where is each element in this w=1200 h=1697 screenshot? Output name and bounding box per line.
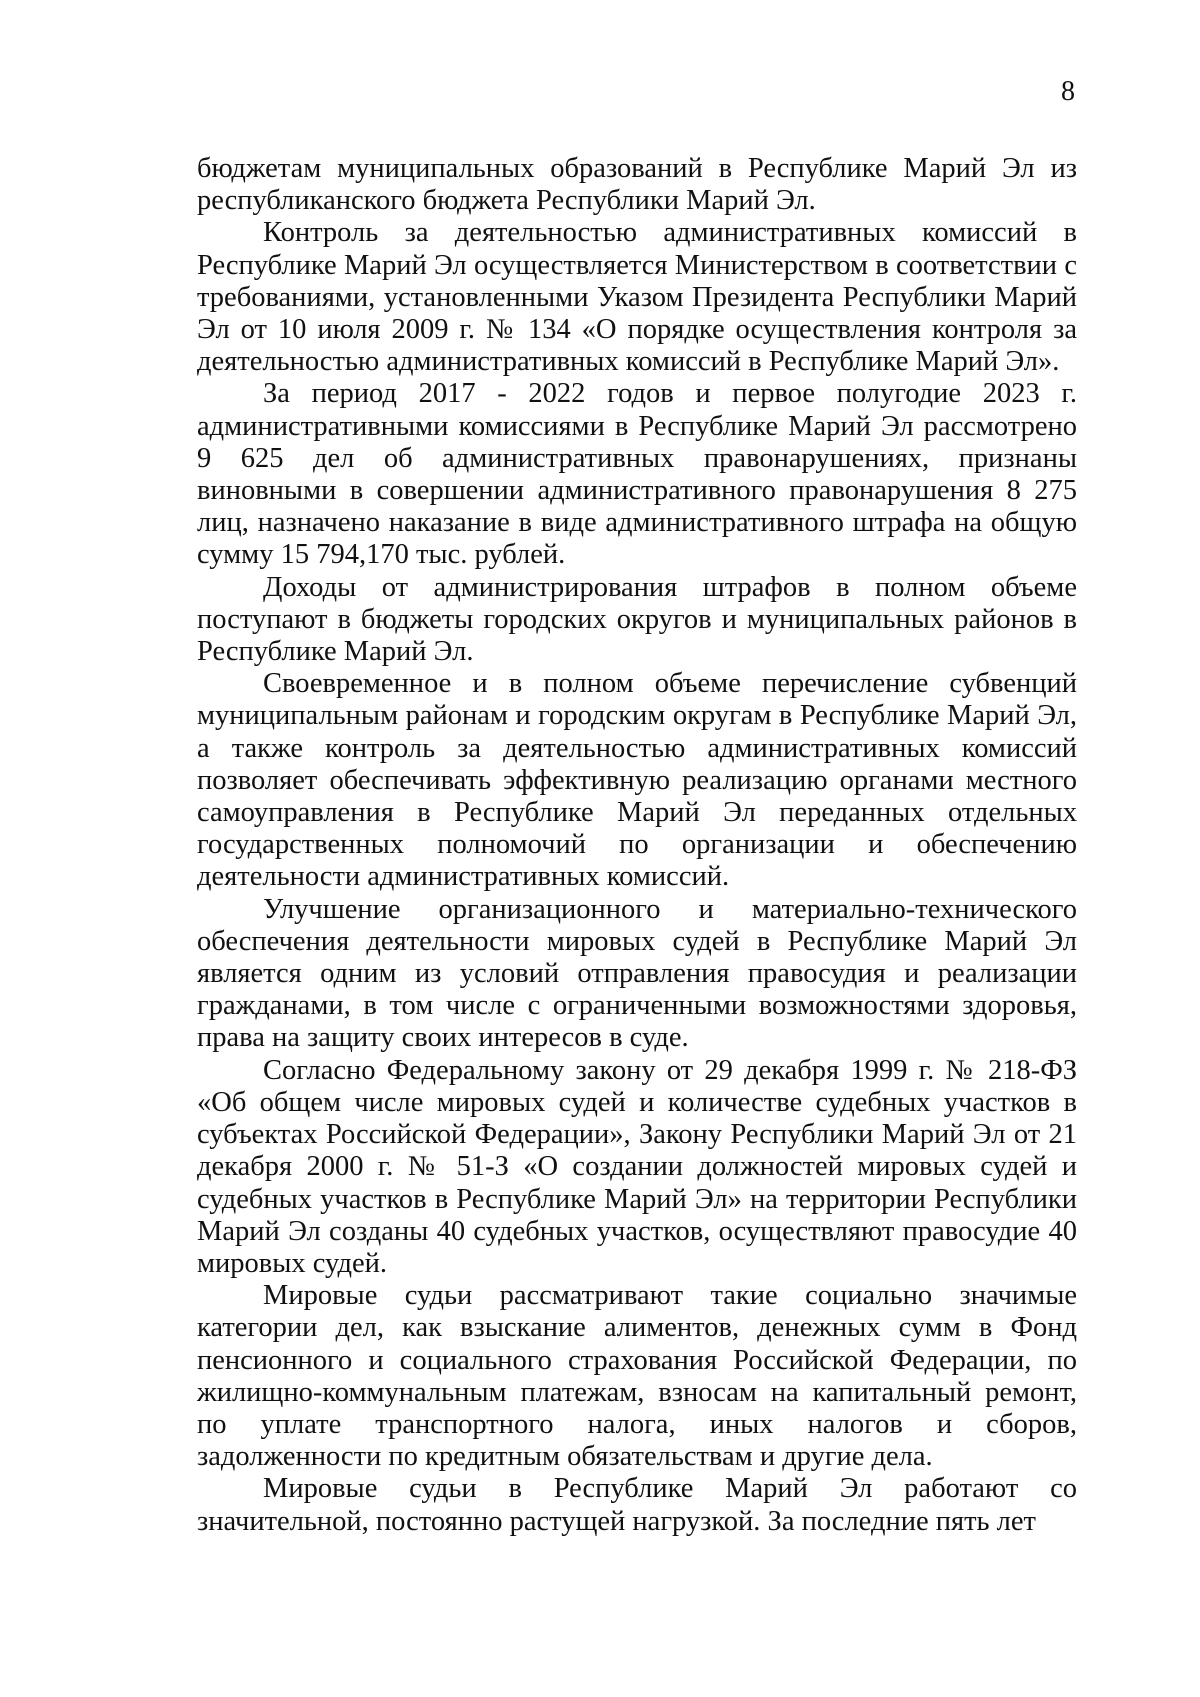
paragraph: Доходы от администрирования штрафов в полном объеме поступают в бюджеты городских округов и муниципальных районов в Республике Марий Эл. <box>197 571 1077 668</box>
paragraph: Улучшение организационного и материально-технического обеспечения деятельности мировых судей в Республике Марий Эл является одним из условий отправления правосудия и реализации гражданами, в том числе с ограниченными возможностями здоровья, права на защиту своих интересов в суде. <box>197 893 1077 1054</box>
page-number: 8 <box>1061 76 1075 107</box>
paragraph: Контроль за деятельностью административных комиссий в Республике Марий Эл осуществляется Министерством в соответствии с требованиями, установленными Указом Президента Республики Марий Эл от 10 июля 2009 г. № 134 «О порядке осуществления контроля за деятельностью административных комиссий в Республике Марий Эл». <box>197 217 1077 378</box>
paragraph: Мировые судьи рассматривают такие социально значимые категории дел, как взыскание алиментов, денежных сумм в Фонд пенсионного и социального страхования Российской Федерации, по жилищно-коммунальным платежам, взносам на капитальный ремонт, по уплате транспортного налога, иных налогов и сборов, задолженности по кредитным обязательствам и другие дела. <box>197 1280 1077 1473</box>
paragraph: Мировые судьи в Республике Марий Эл работают со значительной, постоянно растущей нагрузкой. За последние пять лет <box>197 1473 1077 1537</box>
document-body <box>197 153 1077 1538</box>
paragraph: Согласно Федеральному закону от 29 декабря 1999 г. № 218-ФЗ «Об общем числе мировых судей и количестве судебных участков в субъектах Российской Федерации», Закону Республики Марий Эл от 21 декабря 2000 г. № 51-З «О создании должностей мировых судей и судебных участков в Республике Марий Эл» на территории Республики Марий Эл созданы 40 судебных участков, осуществляют правосудие 40 мировых судей. <box>197 1054 1077 1279</box>
paragraph: бюджетам муниципальных образований в Республике Марий Эл из республиканского бюджета Республики Марий Эл. <box>197 153 1077 217</box>
paragraph: Своевременное и в полном объеме перечисление субвенций муниципальным районам и городским округам в Республике Марий Эл, а также контроль за деятельностью административных комиссий позволяет обеспечивать эффективную реализацию органами местного самоуправления в Республике Марий Эл переданных отдельных государственных полномочий по организации и обеспечению деятельности административных комиссий. <box>197 668 1077 893</box>
paragraph: За период 2017 - 2022 годов и первое полугодие 2023 г. административными комиссиями в Республике Марий Эл рассмотрено 9 625 дел об административных правонарушениях, признаны виновными в совершении административного правонарушения 8 275 лиц, назначено наказание в виде административного штрафа на общую сумму 15 794,170 тыс. рублей. <box>197 378 1077 571</box>
